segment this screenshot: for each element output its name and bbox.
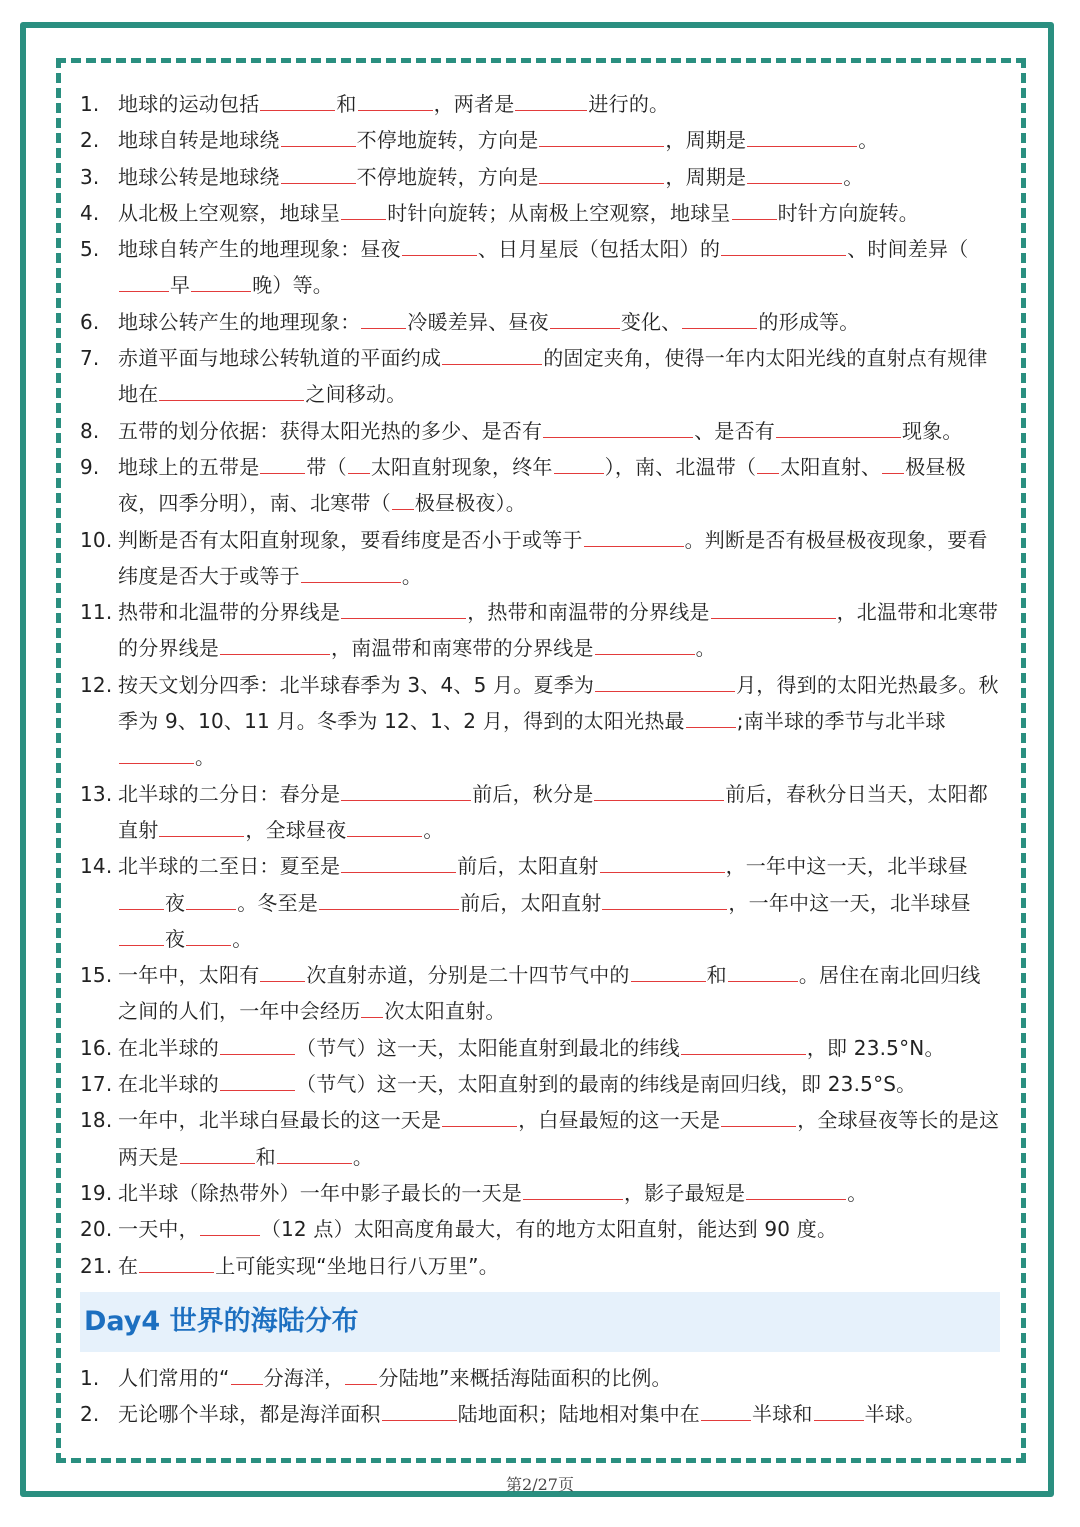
question-text-segment: 地球自转是地球绕: [118, 128, 280, 153]
question-text-segment: 地球上的五带是: [118, 454, 260, 479]
question-text-segment: 不停地旋转，方向是: [356, 164, 539, 189]
question-text-segment: 地球公转产生的地理现象：: [118, 309, 361, 334]
question-item: [80, 1030, 1000, 1066]
answer-blank[interactable]: [347, 817, 422, 837]
question-text-segment: ，白昼最短的这一天是: [518, 1108, 721, 1133]
answer-blank[interactable]: [701, 1401, 751, 1421]
question-text: [118, 1360, 1000, 1396]
question-text-segment: 。: [352, 1144, 374, 1169]
question-item: [80, 1066, 1000, 1102]
answer-blank[interactable]: [539, 164, 664, 184]
answer-blank[interactable]: [119, 890, 164, 910]
question-text: [118, 1102, 1000, 1175]
question-text-segment: 太阳直射现象，终年: [370, 454, 553, 479]
question-text-segment: 。: [401, 563, 423, 588]
answer-blank[interactable]: [681, 1035, 806, 1055]
question-item: [80, 776, 1000, 849]
question-text: [118, 848, 1000, 957]
question-number: 4.: [80, 200, 100, 225]
answer-blank[interactable]: [361, 309, 406, 329]
question-item: [80, 195, 1000, 231]
question-text-segment: 。: [423, 817, 444, 842]
question-text-segment: 。: [695, 636, 716, 661]
question-number: 11.: [80, 600, 113, 625]
answer-blank[interactable]: [341, 200, 386, 220]
answer-blank[interactable]: [345, 1365, 377, 1385]
question-text: [118, 776, 1000, 849]
question-text-segment: 地球公转是地球绕: [118, 164, 280, 189]
question-text-segment: 按天文划分四季：北半球春季为 3、4、5 月。夏季为: [118, 672, 595, 697]
answer-blank[interactable]: [442, 345, 542, 365]
question-number: 16.: [80, 1035, 113, 1060]
answer-blank[interactable]: [191, 272, 251, 292]
question-text-segment: 。: [195, 745, 216, 770]
answer-blank[interactable]: [600, 853, 725, 873]
question-text-segment: 。居住在南北回归线之间的人们，一年中会经历: [118, 963, 981, 1024]
question-text: [118, 594, 1000, 667]
answer-blank[interactable]: [220, 1035, 295, 1055]
answer-blank[interactable]: [341, 853, 456, 873]
question-text-segment: 之间移动。: [305, 382, 407, 407]
question-text-segment: 前后，秋分是: [472, 781, 594, 806]
question-text-segment: ，全球昼夜: [245, 817, 347, 842]
question-text-segment: ，周期是: [665, 164, 747, 189]
answer-blank[interactable]: [442, 1107, 517, 1127]
question-number: 14.: [80, 854, 113, 879]
answer-blank[interactable]: [220, 635, 330, 655]
question-item: [80, 304, 1000, 340]
answer-blank[interactable]: [721, 236, 846, 256]
answer-blank[interactable]: [776, 418, 901, 438]
question-text-segment: 晚）等。: [252, 273, 334, 298]
answer-blank[interactable]: [348, 454, 370, 474]
answer-blank[interactable]: [721, 1107, 796, 1127]
question-number: 10.: [80, 527, 113, 552]
question-item: [80, 1102, 1000, 1175]
question-item: [80, 1396, 1000, 1432]
section-question-list: [80, 1360, 1000, 1433]
question-text-segment: 在北半球的: [118, 1072, 219, 1097]
question-text: [118, 449, 1000, 522]
question-text-segment: 进行的。: [588, 92, 670, 116]
answer-blank[interactable]: [260, 962, 305, 982]
answer-blank[interactable]: [186, 926, 231, 946]
answer-blank[interactable]: [341, 781, 471, 801]
question-text-segment: 不停地旋转，方向是: [356, 128, 539, 153]
question-number: 20.: [80, 1217, 113, 1242]
question-text-segment: 前后，太阳直射: [460, 890, 602, 915]
question-text-segment: 判断是否有太阳直射现象，要看纬度是否小于或等于: [118, 527, 583, 552]
answer-blank[interactable]: [119, 926, 164, 946]
question-text-segment: 地球自转产生的地理现象：昼夜: [118, 237, 401, 262]
question-text-segment: 、时间差异（: [847, 237, 969, 262]
answer-blank[interactable]: [200, 1216, 260, 1236]
answer-blank[interactable]: [119, 272, 169, 292]
question-text-segment: ，一年中这一天，北半球昼: [725, 854, 969, 879]
answer-blank[interactable]: [281, 127, 356, 147]
question-text-segment: 极昼极夜）。: [414, 491, 527, 516]
answer-blank[interactable]: [341, 599, 466, 619]
answer-blank[interactable]: [382, 1401, 457, 1421]
question-text-segment: ;南半球的季节与北半球: [736, 709, 946, 734]
question-text: [118, 413, 1000, 449]
answer-blank[interactable]: [392, 490, 414, 510]
question-item: [80, 1175, 1000, 1211]
question-text: [118, 522, 1000, 595]
answer-blank[interactable]: [747, 127, 857, 147]
question-text: [118, 86, 1000, 122]
question-text-segment: ，周期是: [665, 128, 747, 153]
question-text-segment: 早: [170, 273, 191, 298]
question-text-segment: 赤道平面与地球公转轨道的平面约成: [118, 346, 442, 371]
question-text-segment: 在: [118, 1253, 139, 1278]
question-number: 1.: [80, 92, 100, 116]
answer-blank[interactable]: [543, 418, 693, 438]
answer-blank[interactable]: [550, 309, 620, 329]
question-item: [80, 1211, 1000, 1247]
answer-blank[interactable]: [301, 563, 401, 583]
question-text-segment: 时针向旋转；从南极上空观察，地球呈: [387, 200, 731, 225]
question-text-segment: 夜: [165, 890, 186, 915]
question-text-segment: 陆地面积；陆地相对集中在: [457, 1402, 701, 1427]
answer-blank[interactable]: [319, 890, 459, 910]
question-number: 19.: [80, 1180, 113, 1205]
question-text-segment: 、是否有: [694, 418, 776, 443]
question-text-segment: 时针方向旋转。: [777, 200, 920, 225]
question-text: [118, 1030, 1000, 1066]
question-text: [118, 1248, 1000, 1284]
question-item: [80, 522, 1000, 595]
answer-blank[interactable]: [260, 454, 305, 474]
question-text-segment: 次直射赤道，分别是二十四节气中的: [306, 963, 630, 988]
question-number: 8.: [80, 418, 100, 443]
answer-blank[interactable]: [732, 200, 777, 220]
question-text-segment: 太阳直射、: [780, 454, 882, 479]
question-text: [118, 195, 1000, 231]
question-number: 1.: [80, 1365, 100, 1390]
question-item: [80, 231, 1000, 304]
question-text-segment: 半球。: [864, 1402, 926, 1427]
answer-blank[interactable]: [159, 381, 304, 401]
question-text-segment: ，影子最短是: [624, 1180, 746, 1205]
question-text-segment: 变化、: [620, 309, 682, 334]
question-text: [118, 122, 1000, 158]
question-number: 5.: [80, 237, 100, 262]
answer-blank[interactable]: [220, 1071, 295, 1091]
question-item: [80, 848, 1000, 957]
question-text-segment: 月，得到的太阳光热最多。秋季为 9、10、11 月。冬季为 12、1、2 月，得到的太阳光热最: [118, 672, 999, 734]
answer-blank[interactable]: [180, 1144, 255, 1164]
question-text: [118, 340, 1000, 413]
answer-blank[interactable]: [119, 744, 194, 764]
question-text-segment: 北半球的二至日：夏至是: [118, 854, 341, 879]
answer-blank[interactable]: [139, 1253, 214, 1273]
question-text-segment: 。: [847, 1180, 868, 1205]
question-text-segment: ，一年中这一天，北半球昼: [728, 890, 971, 915]
question-text-segment: ，北温带和北寒带的分界线是: [118, 600, 999, 661]
question-item: [80, 1248, 1000, 1284]
answer-blank[interactable]: [361, 998, 383, 1018]
question-text: [118, 231, 1000, 304]
question-text: [118, 1396, 1000, 1432]
answer-blank[interactable]: [281, 164, 356, 184]
question-text-segment: 次太阳直射。: [384, 999, 506, 1024]
question-text-segment: 和: [255, 1144, 276, 1169]
question-number: 13.: [80, 781, 113, 806]
question-text-segment: 的固定夹角，使得一年内太阳光线的直射点有规律地在: [118, 346, 988, 407]
question-number: 12.: [80, 672, 113, 697]
answer-blank[interactable]: [882, 454, 904, 474]
question-text-segment: 。判断是否有极昼极夜现象，要看纬度是否大于或等于: [118, 527, 988, 588]
answer-blank[interactable]: [358, 91, 433, 111]
answer-blank[interactable]: [260, 91, 335, 111]
question-number: 3.: [80, 164, 100, 189]
question-text-segment: 极昼极夜，四季分明），南、北寒带（: [118, 454, 966, 516]
question-item: [80, 957, 1000, 1030]
question-text-segment: （12 点）太阳高度角最大，有的地方太阳直射，能达到 90 度。: [260, 1217, 838, 1242]
question-text: [118, 159, 1000, 195]
question-text: [118, 957, 1000, 1030]
question-text-segment: 分海洋，: [263, 1365, 345, 1390]
answer-blank[interactable]: [814, 1401, 864, 1421]
question-text-segment: 一年中，北半球白昼最长的这一天是: [118, 1108, 442, 1133]
answer-blank[interactable]: [594, 781, 724, 801]
question-text-segment: ，即 23.5°N。: [806, 1035, 945, 1060]
question-item: [80, 122, 1000, 158]
worksheet-content: [80, 86, 1000, 1432]
answer-blank[interactable]: [602, 890, 727, 910]
question-text-segment: 。: [843, 164, 864, 189]
question-text-segment: ，南温带和南寒带的分界线是: [331, 636, 594, 661]
question-item: [80, 594, 1000, 667]
question-text: [118, 1066, 1000, 1102]
question-number: 18.: [80, 1108, 113, 1133]
question-text-segment: 和: [706, 963, 727, 988]
question-text-segment: ，两者是: [433, 92, 515, 116]
question-text-segment: ，热带和南温带的分界线是: [467, 600, 710, 625]
answer-blank[interactable]: [515, 91, 587, 111]
question-text-segment: 冷暖差异、昼夜: [407, 309, 549, 334]
question-item: [80, 159, 1000, 195]
answer-blank[interactable]: [595, 672, 735, 692]
question-number: 15.: [80, 963, 113, 988]
question-text-segment: 的形成等。: [758, 309, 860, 334]
answer-blank[interactable]: [584, 527, 684, 547]
question-number: 17.: [80, 1072, 113, 1097]
question-item: [80, 1360, 1000, 1396]
answer-blank[interactable]: [523, 1180, 623, 1200]
question-text-segment: 半球和: [752, 1402, 813, 1427]
question-item: [80, 667, 1000, 776]
answer-blank[interactable]: [539, 127, 664, 147]
question-item: [80, 340, 1000, 413]
answer-blank[interactable]: [186, 890, 236, 910]
question-text-segment: 分陆地”来概括海陆面积的比例。: [378, 1365, 672, 1390]
question-text-segment: 人们常用的“: [118, 1365, 230, 1390]
question-text: [118, 304, 1000, 340]
answer-blank[interactable]: [728, 962, 798, 982]
question-text-segment: 和: [336, 92, 357, 116]
question-text-segment: 前后，春秋分日当天，太阳都直射: [118, 781, 989, 842]
question-number: 21.: [80, 1253, 113, 1278]
answer-blank[interactable]: [682, 309, 757, 329]
question-text-segment: 北半球（除热带外）一年中影子最长的一天是: [118, 1180, 522, 1205]
question-text: [118, 1175, 1000, 1211]
question-number: 9.: [80, 454, 100, 479]
question-text-segment: 无论哪个半球，都是海洋面积: [118, 1402, 381, 1427]
question-text-segment: 。冬至是: [237, 890, 319, 915]
question-number: 7.: [80, 346, 100, 371]
question-text-segment: 前后，太阳直射: [457, 854, 599, 879]
question-text-segment: 、日月星辰（包括太阳）的: [477, 237, 721, 262]
question-text-segment: 地球的运动包括: [118, 92, 260, 116]
question-text-segment: 热带和北温带的分界线是: [118, 600, 341, 625]
question-text: [118, 1211, 1000, 1247]
question-number: 2.: [80, 1402, 100, 1427]
answer-blank[interactable]: [595, 635, 695, 655]
answer-blank[interactable]: [746, 1180, 846, 1200]
answer-blank[interactable]: [631, 962, 706, 982]
page-number: 第2/27页: [506, 1475, 574, 1494]
question-text-segment: 夜: [165, 926, 186, 951]
question-item: [80, 413, 1000, 449]
question-text: [118, 667, 1000, 776]
question-text-segment: 北半球的二分日：春分是: [118, 781, 341, 806]
question-text-segment: 。: [858, 128, 879, 153]
question-text-segment: 在北半球的: [118, 1035, 219, 1060]
section-heading: Day4 世界的海陆分布: [80, 1292, 1000, 1352]
answer-blank[interactable]: [159, 817, 244, 837]
question-text-segment: 现象。: [902, 418, 963, 443]
question-text-segment: 上可能实现“坐地日行八万里”。: [215, 1253, 499, 1278]
answer-blank[interactable]: [277, 1144, 352, 1164]
question-text-segment: ，全球昼夜等长的是这两天是: [118, 1108, 1000, 1169]
answer-blank[interactable]: [747, 164, 842, 184]
question-list: [80, 86, 1000, 1284]
question-text-segment: （节气）这一天，太阳能直射到最北的纬线: [296, 1035, 680, 1060]
question-text-segment: （节气）这一天，太阳直射到的最南的纬线是南回归线，即 23.5°S。: [296, 1072, 917, 1097]
answer-blank[interactable]: [757, 454, 779, 474]
answer-blank[interactable]: [686, 708, 736, 728]
question-item: [80, 86, 1000, 122]
question-text-segment: 从北极上空观察，地球呈: [118, 200, 341, 225]
question-number: 2.: [80, 128, 100, 153]
question-text-segment: 一天中，: [118, 1217, 199, 1242]
question-text-segment: ），南、北温带（: [604, 454, 757, 479]
question-text-segment: 一年中，太阳有: [118, 963, 260, 988]
question-item: [80, 449, 1000, 522]
answer-blank[interactable]: [231, 1365, 263, 1385]
question-text-segment: 五带的划分依据：获得太阳光热的多少、是否有: [118, 418, 543, 443]
answer-blank[interactable]: [402, 236, 477, 256]
question-number: 6.: [80, 309, 100, 334]
answer-blank[interactable]: [554, 454, 604, 474]
question-text-segment: 。: [232, 926, 253, 951]
answer-blank[interactable]: [711, 599, 836, 619]
question-text-segment: 带（: [306, 454, 347, 479]
